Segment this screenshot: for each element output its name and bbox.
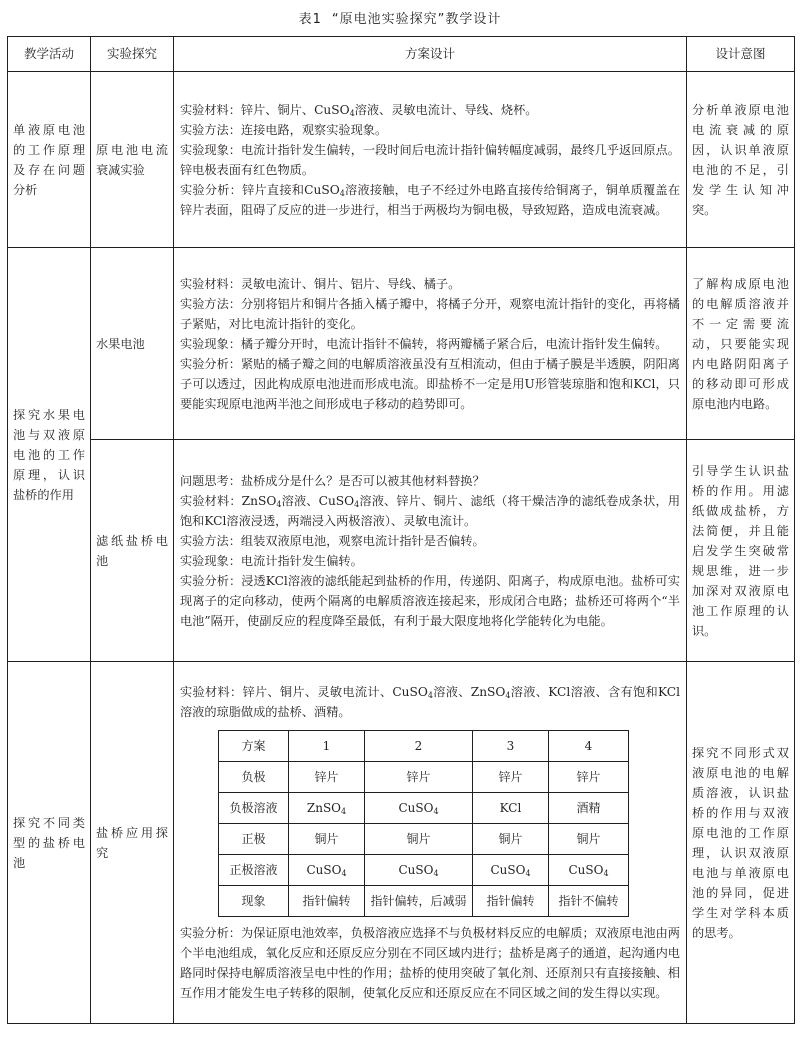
scheme-row <box>219 731 629 762</box>
plan-line: 实验材料：锌片、铜片、CuSO$_4$溶液、灵敏电流计、导线、烧杯。 <box>180 102 538 118</box>
plan-line: 实验分析：紧贴的橘子瓣之间的电解质溶液虽没有互相流动，但由于橘子膜是半透膜，阴阳离子可以透过，因此构成原电池进而形成电流。即盐桥不一定是用U形管装琼脂和饱和KCl，只要能实现原电池两半池之间形成电子移动的趋势即可。 <box>180 356 680 411</box>
scheme-cell: 锌片 <box>473 762 549 793</box>
scheme-cell: 铜片 <box>473 824 549 855</box>
scheme-row-label: 负极溶液 <box>219 793 289 824</box>
plan-line: 实验分析：为保证原电池效率，负极溶液应选择不与负极材料反应的电解质；双液原电池由两个半电池组成，氧化反应和还原反应分别在不同区域内进行；盐桥是离子的通道，起沟通内电路同时保持电解质溶液呈电中性的作用；盐桥的使用突破了氧化剂、还原剂只有直接接触、相互作用才能发生电子转移的限制，使氧化反应和还原反应在不同区域之间的发生得以实现。 <box>180 926 680 1000</box>
table-row <box>8 72 795 248</box>
scheme-row-label: 正极溶液 <box>219 855 289 886</box>
scheme-row-label: 现象 <box>219 886 289 917</box>
table-row <box>8 662 795 1024</box>
experiment-cell: 原电池电流衰减实验 <box>91 72 174 248</box>
header-row <box>8 37 795 72</box>
plan-line: 问题思考：盐桥成分是什么？是否可以被其他材料替换？ <box>180 473 485 488</box>
plan-line: 实验分析：锌片直接和CuSO$_4$溶液接触，电子不经过外电路直接传给铜离子，铜单质覆盖在锌片表面，阻碍了反应的进一步进行，相当于两极均为铜电极，导致短路，造成电流衰减。 <box>180 182 681 217</box>
scheme-cell: 指针偏转 <box>289 886 365 917</box>
scheme-cell: ZnSO$_4$ <box>289 793 365 824</box>
scheme-cell: 指针不偏转 <box>549 886 629 917</box>
experiment-cell: 水果电池 <box>91 248 174 440</box>
scheme-cell: CuSO$_4$ <box>365 793 473 824</box>
scheme-cell: CuSO$_4$ <box>473 855 549 886</box>
table-row <box>8 440 795 662</box>
plan-line: 实验现象：电流计指针发生偏转，一段时间后电流计指针偏转幅度减弱，最终几乎返回原点。锌电极表面有红色物质。 <box>180 142 680 177</box>
scheme-cell: CuSO$_4$ <box>289 855 365 886</box>
plan-line: 实验方法：分别将铝片和铜片各插入橘子瓣中，将橘子分开，观察电流计指针的变化，再将橘子紧贴，对比电流计指针的变化。 <box>180 296 680 331</box>
header-activity: 教学活动 <box>8 37 91 72</box>
plan-cell <box>174 662 687 1024</box>
scheme-cell: 酒精 <box>549 793 629 824</box>
experiment-cell: 滤纸盐桥电池 <box>91 440 174 662</box>
scheme-row <box>219 855 629 886</box>
plan-cell <box>174 248 687 440</box>
plan-line: 实验现象：电流计指针发生偏转。 <box>180 553 363 568</box>
scheme-cell: 指针偏转，后减弱 <box>365 886 473 917</box>
plan-cell <box>174 440 687 662</box>
scheme-row <box>219 824 629 855</box>
scheme-cell: 2 <box>365 731 473 762</box>
plan-line: 实验方法：组装双液原电池，观察电流计指针是否偏转。 <box>180 533 485 548</box>
scheme-table <box>218 730 629 917</box>
intent-cell: 分析单液原电池电流衰减的原因，认识单液原电池的不足，引发学生认知冲突。 <box>687 72 795 248</box>
experiment-cell: 盐桥应用探究 <box>91 662 174 1024</box>
intent-cell: 引导学生认识盐桥的作用。用滤纸做成盐桥，方法简便，并且能启发学生突破常规思维，进一步加深对双液原电池工作原理的认识。 <box>687 440 795 662</box>
scheme-row-label: 方案 <box>219 731 289 762</box>
plan-line: 实验方法：连接电路，观察实验现象。 <box>180 122 388 137</box>
intent-cell: 探究不同形式双液原电池的电解质溶液，认识盐桥的作用与双液原电池的工作原理，认识双液原电池与单液原电池的异同，促进学生对学科本质的思考。 <box>687 662 795 1024</box>
header-intent: 设计意图 <box>687 37 795 72</box>
scheme-row <box>219 793 629 824</box>
scheme-cell: 锌片 <box>289 762 365 793</box>
table-number: 表1 <box>298 12 322 27</box>
table-caption <box>0 8 800 27</box>
scheme-cell: 铜片 <box>365 824 473 855</box>
scheme-cell: KCl <box>473 793 549 824</box>
scheme-cell: 3 <box>473 731 549 762</box>
scheme-cell: CuSO$_4$ <box>365 855 473 886</box>
scheme-cell: CuSO$_4$ <box>549 855 629 886</box>
plan-line: 实验材料：锌片、铜片、灵敏电流计、CuSO$_4$溶液、ZnSO$_4$溶液、KCl溶液、含有饱和KCl溶液的琼脂做成的盐桥、酒精。 <box>180 685 681 719</box>
plan-line: 实验材料：ZnSO$_4$溶液、CuSO$_4$溶液、锌片、铜片、滤纸（将干燥洁净的滤纸卷成条状，用饱和KCl溶液浸透，两端浸入两极溶液）、灵敏电流计。 <box>180 493 681 528</box>
activity-cell: 探究不同类型的盐桥电池 <box>8 662 91 1024</box>
plan-line: 实验分析：浸透KCl溶液的滤纸能起到盐桥的作用，传递阴、阳离子，构成原电池。盐桥可实现离子的定向移动，使两个隔离的电解质溶液连接起来，形成闭合电路；盐桥还可将两个“半电池”隔开，使副反应的程度降至最低，有利于最大限度地将化学能转化为电能。 <box>180 573 680 628</box>
scheme-row <box>219 762 629 793</box>
intent-cell: 了解构成原电池的电解质溶液并不一定需要流动，只要能实现内电路阴阳离子的移动即可形成原电池内电路。 <box>687 248 795 440</box>
activity-cell: 单液原电池的工作原理及存在问题分析 <box>8 72 91 248</box>
teaching-design-table <box>7 36 795 1024</box>
scheme-cell: 铜片 <box>289 824 365 855</box>
scheme-cell: 锌片 <box>549 762 629 793</box>
scheme-cell: 1 <box>289 731 365 762</box>
scheme-cell: 4 <box>549 731 629 762</box>
header-experiment: 实验探究 <box>91 37 174 72</box>
scheme-row-label: 负极 <box>219 762 289 793</box>
scheme-cell: 铜片 <box>549 824 629 855</box>
scheme-row <box>219 886 629 917</box>
plan-cell <box>174 72 687 248</box>
scheme-cell: 指针偏转 <box>473 886 549 917</box>
plan-line: 实验现象：橘子瓣分开时，电流计指针不偏转，将两瓣橘子紧合后，电流计指针发生偏转。 <box>180 336 668 351</box>
header-plan: 方案设计 <box>174 37 687 72</box>
scheme-row-label: 正极 <box>219 824 289 855</box>
table-row <box>8 248 795 440</box>
plan-line: 实验材料：灵敏电流计、铜片、铝片、导线、橘子。 <box>180 276 461 291</box>
scheme-cell: 锌片 <box>365 762 473 793</box>
table-title: “原电池实验探究”教学设计 <box>331 12 502 27</box>
activity-cell: 探究水果电池与双液原电池的工作原理，认识盐桥的作用 <box>8 248 91 662</box>
